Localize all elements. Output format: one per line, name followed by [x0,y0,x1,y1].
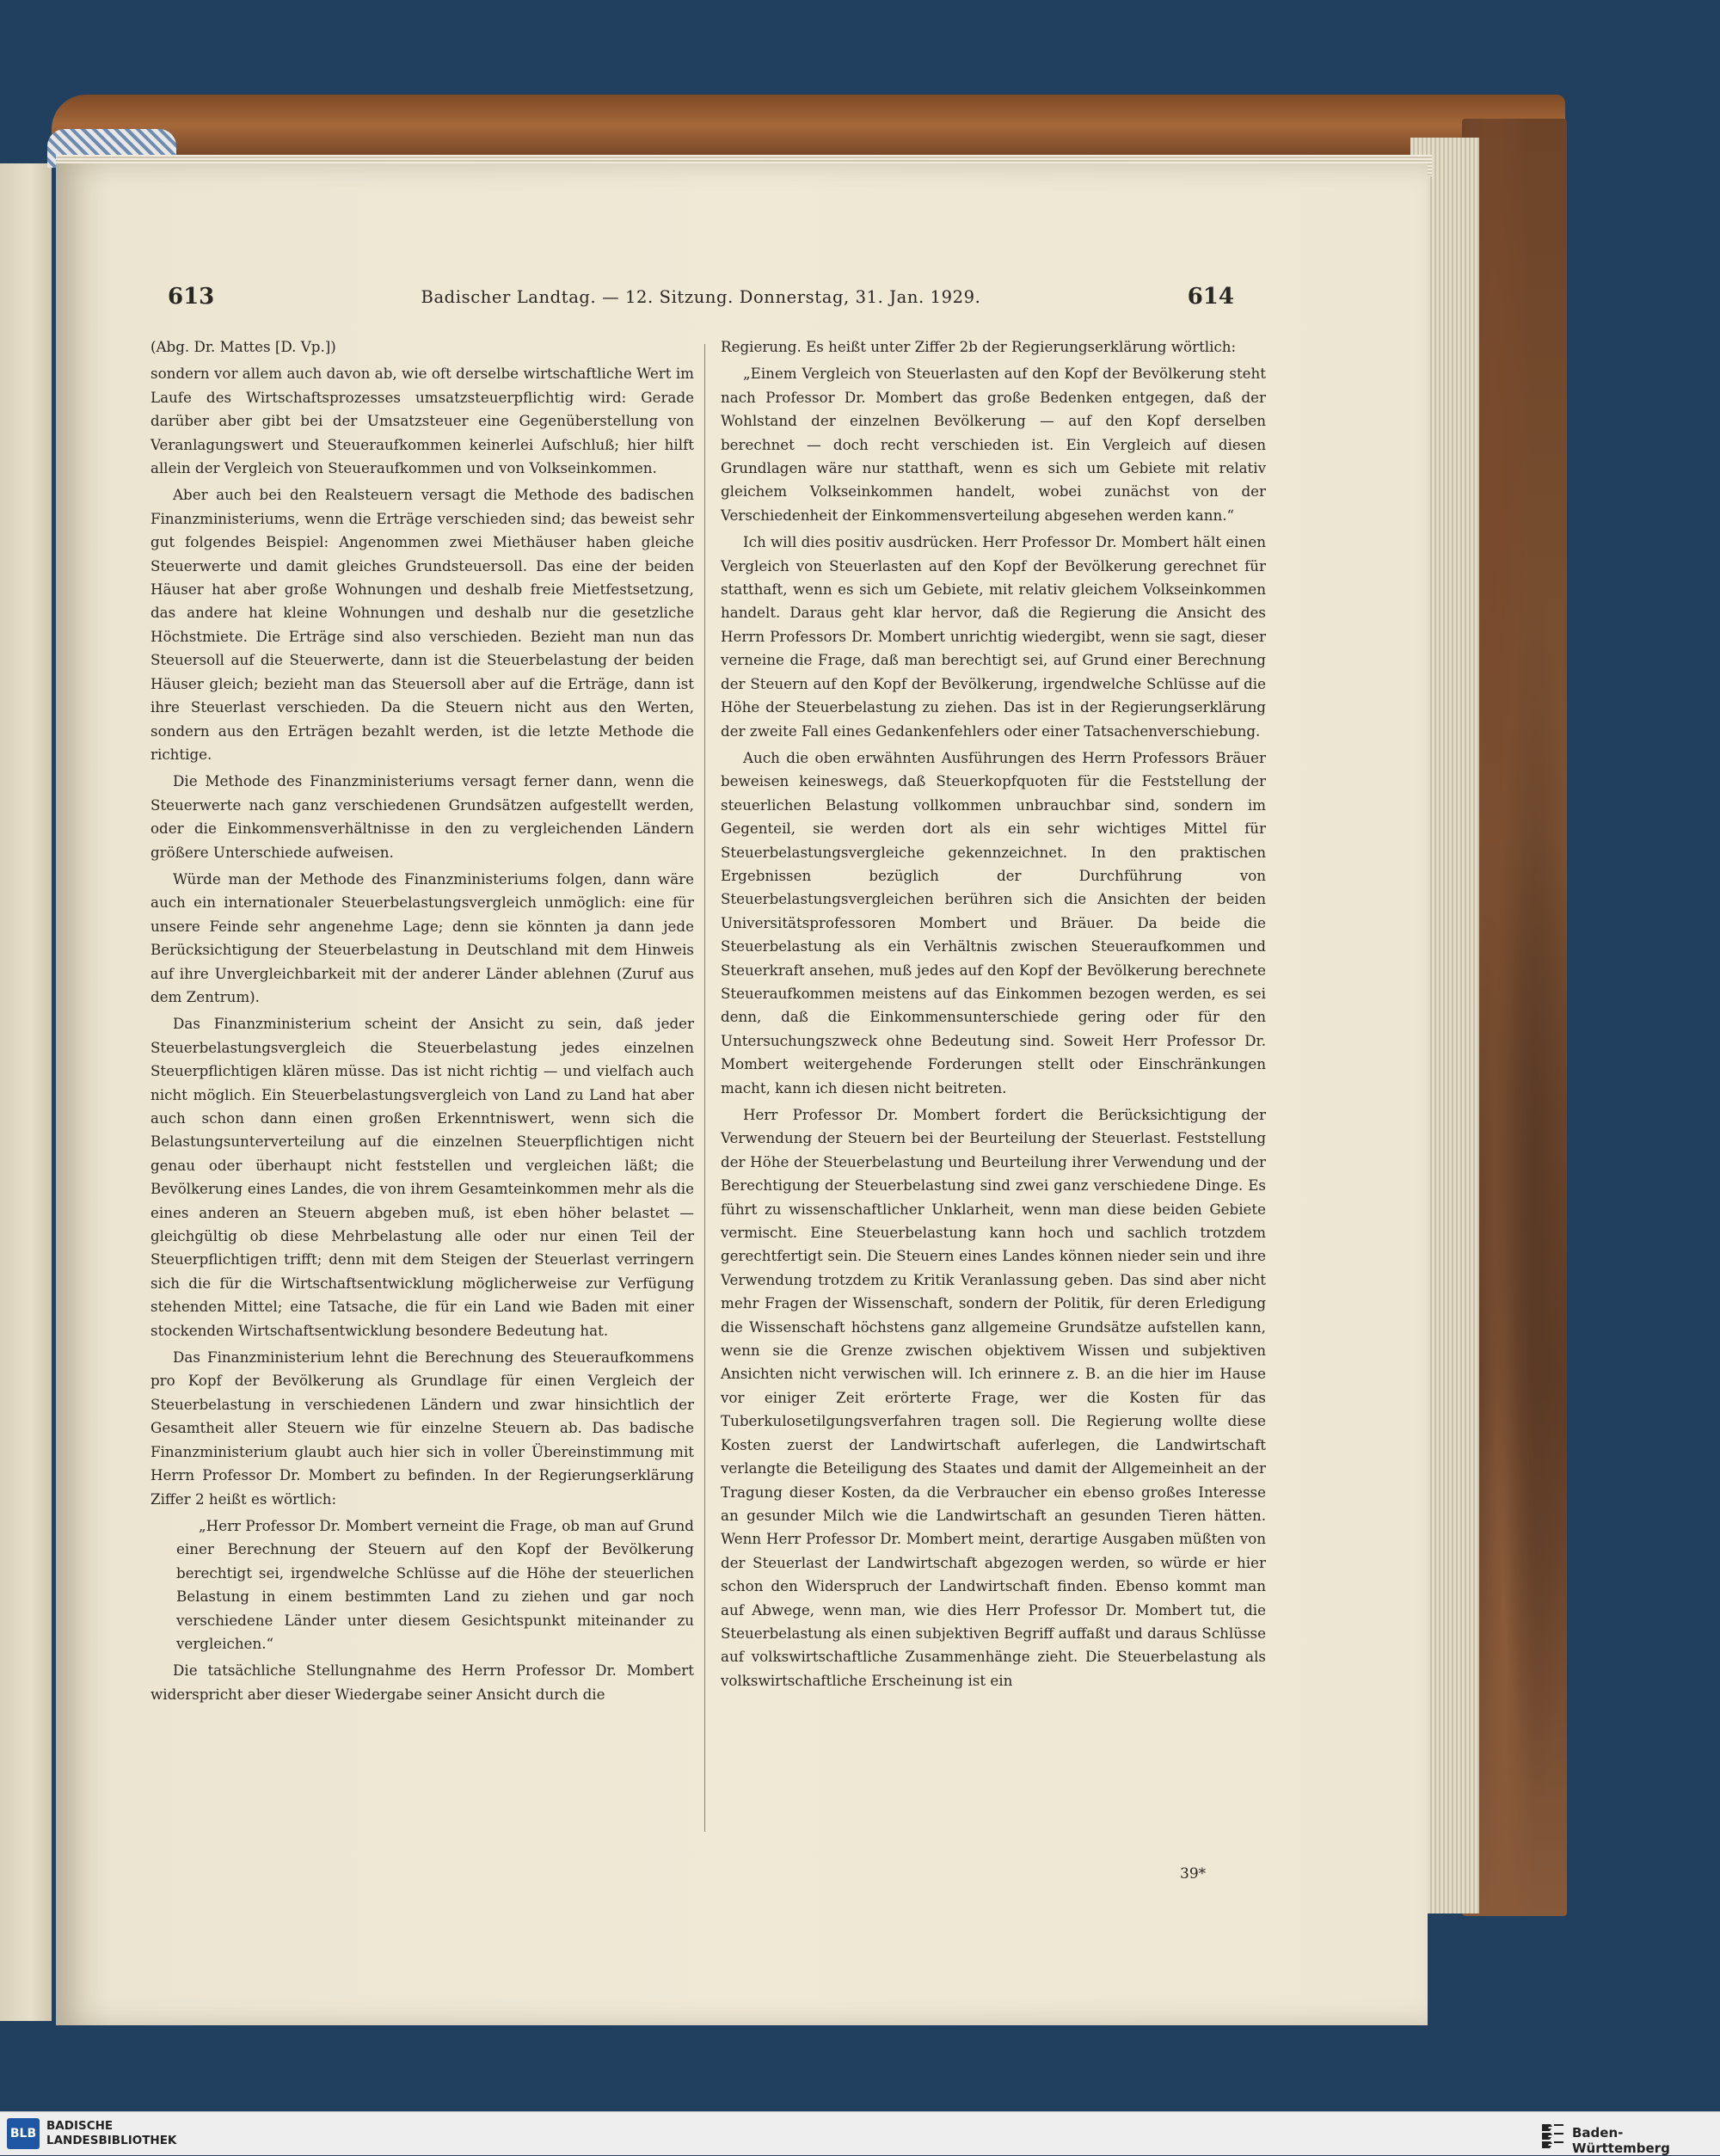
library-name-line2: LANDESBIBLIOTHEK [46,2134,177,2147]
facing-page-edge [0,163,52,2021]
column-divider [704,344,705,1832]
baden-wuerttemberg-lions-icon [1539,2121,1565,2148]
left-column [150,335,694,1710]
paragraph: Die Methode des Finanzministeriums versagt ferner dann, wenn die Steuerwerte nach ganz verschiedenen Grundsätzen aufgestellt werden, oder die Einkommensverhältnisse in den zu vergleichenden Ländern größere Unterschiede aufweisen. [150,772,694,861]
paragraph: Regierung. Es heißt unter Ziffer 2b der Regierungserklärung wörtlich: [721,338,1237,355]
paragraph: Die tatsächliche Stellungnahme des Herrn Professor Dr. Mombert widerspricht aber dieser Wiedergabe seiner Ansicht durch die [150,1662,694,1703]
paragraph: Auch die oben erwähnten Ausführungen des Herrn Professors Bräuer beweisen keineswegs, daß Steuerkopfquoten für die Feststellung der steuerlichen Belastung vollkommen unbrauchbar sind, sondern im Gegenteil, sie werden dort als ein sehr wichtiges Mittel für Steuerbelastungsvergleiche gekennzeichnet. In den praktischen Ergebnissen bezüglich der Durchführung von Steuerbelastungsvergleichen berühren sich die Ansichten der beiden Universitätsprofessoren Mombert und Bräuer. Da beide die Steuerbelastung als ein Verhältnis zwischen Steueraufkommen und Steuerkraft ansehen, muß jedes auf den Kopf der Bevölkerung berechnete Steueraufkommen meistens auf das Einkommen bezogen werden, es sei denn, daß die Einkommensunterschiede gering oder für den Untersuchungszweck ohne Bedeutung sind. Soweit Herr Professor Dr. Mombert weitergehende Forderungen stellt oder Einschränkungen macht, kann ich diesen nicht beitreten. [721,748,1266,1096]
book-cover-top [52,95,1565,163]
library-name[interactable] [46,2119,176,2148]
paragraph: Herr Professor Dr. Mombert fordert die Berücksichtigung der Verwendung der Steuern bei der Beurteilung der Steuerlast. Feststellung der Höhe der Steuerbelastung und Beurteilung ihrer Verwendung und der Berechtigung der Steuerbelastung sind zwei ganz verschiedene Dinge. Es führt zu wissenschaftlicher Unklarheit, wenn man diese beiden Gebiete vermischt. Eine Steuerbelastung kann hoch und sachlich trotzdem gerechtfertigt sein. Die Steuern eines Landes können nieder sein und ihre Verwendung trotzdem zu Kritik Veranlassung geben. Das sind aber nicht mehr Fragen der Wissenschaft, sondern der Politik, für deren Erledigung die Wissenschaft höchstens ganz allgemeine Grundsätze aufstellen kann, wenn sie die Grenze zwischen objektivem Wissen und subjektiven Ansichten nicht verwischen will. Ich erinnere z. B. an die hier im Hause vor einiger Zeit erörterte Frage, wer die Kosten für das Tuberkulosetilgungsverfahren tragen soll. Die Regierung wollte diese Kosten zuerst der Landwirtschaft auferlegen, die Landwirtschaft verlangte die Beteiligung des Staates und damit der Allgemeinheit an der Tragung dieser Kosten, da die Verbraucher ein ebenso großes Interesse an gesunder Milch wie die Landwirtschaft an gesunden Tieren hätten. Wenn Herr Professor Dr. Mombert meint, derartige Ausgaben müßten von der Steuerlast der Landwirtschaft abgezogen werden, so würde er hier schon den Widerspruch der Landwirtschaft finden. Ebenso kommt man auf Abwege, wenn man, wie dies Herr Professor Dr. Mombert tut, die Steuerbelastung als einen subjektiven Begriff auffaßt und daraus Schlüsse auf volkswirtschaftliche Zusammenhänge zieht. Die Steuerbelastung als volkswirtschaftliche Erscheinung ist ein [721,1106,1266,1689]
footer-bar [0,2111,1720,2155]
paragraph: Würde man der Methode des Finanzministeriums folgen, dann wäre auch ein internationaler Steuerbelastungsvergleich unmöglich: eine für unsere Feinde sehr angenehme Lage; denn sie könnten ja dann jede Berücksichtigung der Steuerbelastung in Deutschland mit dem Hinweis auf ihre Unvergleichbarkeit mit der anderer Länder ablehnen (Zuruf aus dem Zentrum). [150,869,694,1005]
running-head [168,284,1234,318]
blb-logo-icon[interactable]: BLB [7,2118,40,2149]
paragraph: Ich will dies positiv ausdrücken. Herr Professor Dr. Mombert hält einen Vergleich von Steuerlasten auf den Kopf der Bevölkerung gerechnet für statthaft, wenn es sich um Gebiete, mit relativ gleichem Volkseinkommen handelt. Daraus geht klar hervor, daß die Regierung die Ansicht des Herrn Professors Dr. Mombert unrichtig wiedergibt, wenn sie sagt, dieser verneine die Frage, daß man berechtigt sei, auf Grund einer Berechnung der Steuern auf den Kopf der Bevölkerung, irgendwelche Schlüsse auf die Höhe der Steuerbelastung zu ziehen. Das ist in der Regierungserklärung der zweite Fall eines Gedankenfehlers oder einer Tatsachenverschiebung. [721,533,1266,740]
paragraph: Aber auch bei den Realsteuern versagt die Methode des badischen Finanzministeriums, wenn die Erträge verschieden sind; das beweist sehr gut folgendes Beispiel: Angenommen zwei Miethäuser haben gleiche Steuerwerte und damit gleiches Grundsteuersoll. Das eine der beiden Häuser hat aber große Wohnungen und deshalb freie Mietfestsetzung, das andere hat kleine Wohnungen und deshalb nur die gesetzliche Höchstmiete. Die Erträge sind also verschieden. Bezieht man nun das Steuersoll auf die Steuerwerte, dann ist die Steuerbelastung der beiden Häuser gleich; bezieht man das Steuersoll aber auf die Erträge, dann ist ihre Steuerlast verschieden. Da die Steuern nicht aus den Werten, sondern aus den Erträgen bezahlt werden, ist die letzte Methode die richtige. [150,486,694,763]
printer-signature: 39* [1180,1865,1207,1883]
paragraph: sondern vor allem auch davon ab, wie oft derselbe wirtschaftliche Wert im Laufe des Wirtschaftsprozesses umsatzsteuerpflichtig wird: Gerade darüber aber gibt bei der Umsatzsteuer eine Gegenüberstellung von Veranlagungswert und Steueraufkommen keinerlei Aufschluß; hier hilft allein der Vergleich von Steueraufkommen und von Volkseinkommen. [150,365,694,477]
state-name[interactable]: Baden-Württemberg [1572,2125,1670,2156]
page-number-left: 613 [168,284,215,310]
page-number-right: 614 [1187,284,1234,310]
quotation: „Einem Vergleich von Steuerlasten auf den Kopf der Bevölkerung steht nach Professor Dr. Mombert das große Bedenken entgegen, daß der Wohlstand der einzelnen Bevölkerung — auf den Kopf derselben berechnet — doch recht verschieden ist. Ein Vergleich auf diesen Grundlagen wäre nur statthaft, wenn es sich um Gebiete mit relativ gleichem Volkseinkommen handelt, wobei zunächst von der Verschiedenheit der Einkommensverteilung abgesehen werden kann.“ [721,365,1266,524]
speaker-attribution: (Abg. Dr. Mattes [D. Vp.]) [150,338,336,355]
paragraph: Das Finanzministerium scheint der Ansicht zu sein, daß jeder Steuerbelastungsvergleich die Steuerbelastung jedes einzelnen Steuerpflichtigen klären müsse. Das ist nicht richtig — und vielfach auch nicht möglich. Ein Steuerbelastungsvergleich von Land zu Land hat aber auch schon dann einen großen Erkenntniswert, wenn sich die Belastungsunterverteilung auf die einzelnen Steuerpflichtigen nicht genau oder überhaupt nicht feststellen und vergleichen läßt; die Bevölkerung eines Landes, die von ihrem Gesamteinkommen mehr als die eines anderen an Steuern abgeben muß, ist eben höher belastet — gleichgültig ob diese Mehrbelastung alle oder nur einen Teil der Steuerpflichtigen trifft; denn mit dem Steigen der Steuerlast verringern sich die für die Wirtschaftsentwicklung möglicherweise zur Verfügung stehenden Mittel; eine Tatsache, die für ein Land wie Baden mit einer stockenden Wirtschaftsentwicklung besondere Bedeutung hat. [150,1015,694,1339]
running-title: Badischer Landtag. — 12. Sitzung. Donnerstag, 31. Jan. 1929. [421,287,981,307]
right-column [721,335,1266,1696]
quotation: „Herr Professor Dr. Mombert verneint die Frage, ob man auf Grund einer Berechnung der Steuern auf den Kopf der Bevölkerung berechtigt sei, irgendwelche Schlüsse auf die Höhe der steuerlichen Belastung in einem bestimmten Land zu ziehen und gar noch verschiedene Länder unter diesem Gesichtspunkt miteinander zu vergleichen.“ [176,1516,694,1652]
library-name-line1: BADISCHE [46,2119,114,2133]
paragraph: Das Finanzministerium lehnt die Berechnung des Steueraufkommens pro Kopf der Bevölkerung als Grundlage für einen Vergleich der Steuerbelastung in verschiedenen Ländern und zwar hinsichtlich der Gesamtheit aller Steuern wie für einzelne Steuern ab. Das badische Finanzministerium glaubt auch hier sich in voller Übereinstimmung mit Herrn Professor Dr. Mombert zu befinden. In der Regierungserklärung Ziffer 2 heißt es wörtlich: [150,1348,694,1508]
